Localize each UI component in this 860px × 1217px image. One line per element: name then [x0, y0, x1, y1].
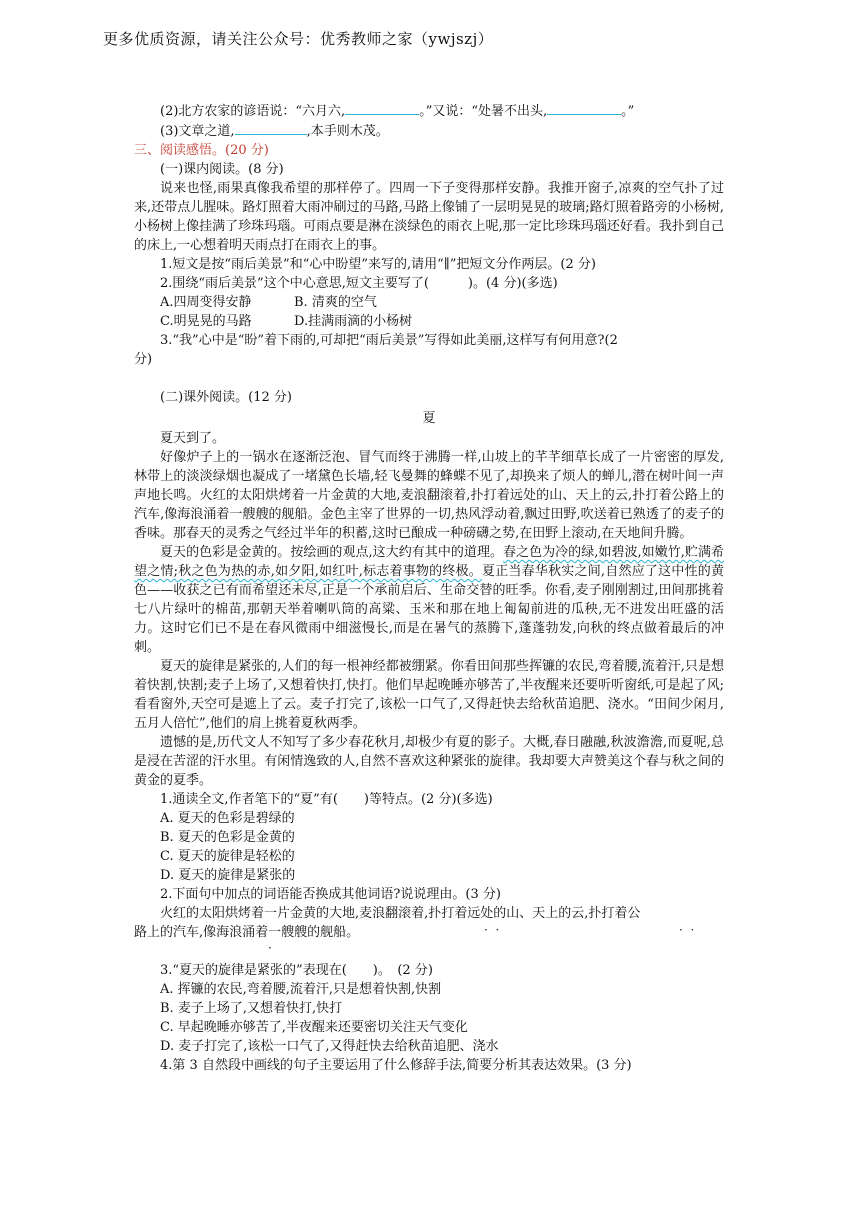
part1-passage: 说来也怪,雨果真像我希望的那样停了。四周一下子变得那样安静。我推开窗子,凉爽的空气扑了过来,还带点儿腥味。路灯照着大雨冲刷过的马路,马路上像铺了一层明晃晃的玻璃;路灯照着路旁的小杨树,小杨树上像挂满了珍珠玛瑙。可雨点要是淋在淡绿色的雨衣上呢,那一定比珍珠玛瑙还好看。我扑到自己的床上,一心想着明天雨点打在雨衣上的事。: [134, 181, 724, 253]
part2-question-4: 4.第 3 自然段中画线的句子主要运用了什么修辞手法,简要分析其表达效果。(3 分): [160, 1058, 632, 1073]
passage-paragraph-5: 遗憾的是,历代文人不知写了多少春花秋月,却极少有夏的影子。大概,春日融融,秋波澹澹,而夏呢,总是浸在苦涩的汗水里。有闲情逸致的人,自然不喜欢这种紧张的旋律。我却要大声赞美这个春与秋之间的黄金的夏季。: [134, 735, 724, 788]
q3-option-d[interactable]: D. 麦子打完了,该松一口气了,又得赶快去给秋苗追肥、浇水: [160, 1039, 499, 1054]
q3-option-a[interactable]: A. 挥镰的农民,弯着腰,流着汗,只是想着快割,快割: [160, 982, 442, 997]
passage-paragraph-3: 夏天的色彩是金黄的。按绘画的观点,这大约有其中的道理。春之色为冷的绿,如碧波,如嫩竹,贮满希望之情;秋之色为热的赤,如夕阳,如红叶,标志着事物的终极。夏正当春华秋实之间,自然应了这中性的黄色——收获之已有而希望还未尽,正是一个承前启后、生命交替的旺季。你看,麦子刚刚割过,田间那挑着七八片绿叶的棉苗,那朝天举着喇叭筒的高粱、玉米和那在地上匍匐前进的瓜秧,无不进发出旺盛的活力。这时它们已不是在春风微雨中细滋慢长,而是在暑气的蒸腾下,蓬蓬勃发,向秋的终点做着最后的冲刺。: [134, 545, 724, 655]
part2-question-1: 1.通读全文,作者笔下的“夏”有( )等特点。(2 分)(多选): [160, 792, 493, 807]
section-heading: 三、阅读感悟。(20 分): [134, 143, 269, 158]
emphasis-dots: ·: [268, 941, 272, 955]
q2-sentence: 火红的太阳烘烤着一片金黄的大地,麦浪翻滚着,扑打着远处的山、天上的云,扑打着公: [160, 906, 641, 921]
answer-space: [134, 942, 724, 961]
passage-paragraph-1: 夏天到了。: [160, 431, 226, 446]
passage-paragraph-2: 好像炉子上的一锅水在逐渐泛泡、冒气而终于沸腾一样,山坡上的芊芊细草长成了一片密密的厚发,林带上的淡淡绿烟也凝成了一堵黛色长墙,轻飞曼舞的蜂蝶不见了,却换来了烦人的蝉儿,潜在树叶间一声声地长鸣。火红的太阳烘烤着一片金黄的大地,麦浪翻滚着,扑打着远处的山、天上的云,扑打着公路上的汽车,像海浪涌着一艘艘的舰船。金色主宰了世界的一切,热风浮动着,飘过田野,吹送着已熟透了的麦子的香味。那春天的灵秀之气经过半年的积蓄,这时已酿成一种磅礴之势,在田野上滚动,在天地间升腾。: [134, 450, 724, 541]
part2-heading: (二)课外阅读。(12 分): [160, 390, 292, 405]
q1-option-c[interactable]: C. 夏天的旋律是轻松的: [160, 849, 295, 864]
answer-blank[interactable]: [345, 101, 419, 115]
page-header: 更多优质资源，请关注公众号：优秀教师之家（ywjszj）: [103, 30, 494, 48]
fill-question-2: (2)北方农家的谚语说：“六月六, 。”又说：“处暑不出头, 。”: [134, 101, 724, 121]
option-d[interactable]: D.挂满雨滴的小杨树: [294, 314, 413, 329]
q1-option-b[interactable]: B. 夏天的色彩是金黄的: [160, 830, 295, 845]
part2-question-2: 2.下面句中加点的词语能否换成其他词语?说说理由。(3 分): [160, 887, 501, 902]
answer-space: [134, 369, 724, 388]
part1-question-1: 1.短文是按“雨后美景”和“心中盼望”来写的,请用“∥”把短文分作两层。(2 分): [160, 257, 596, 272]
emphasis-dots: · ·: [484, 923, 500, 937]
answer-blank[interactable]: [235, 121, 307, 135]
fill-question-3: (3)文章之道, ,本手则木茂。: [134, 121, 724, 141]
part1-q2-options-ab: [134, 293, 724, 312]
q3-option-b[interactable]: B. 麦子上场了,又想着快打,快打: [160, 1001, 343, 1016]
option-c[interactable]: C.明晃晃的马路: [160, 314, 252, 329]
option-b[interactable]: B. 清爽的空气: [294, 295, 377, 310]
passage-paragraph-4: 夏天的旋律是紧张的,人们的每一根神经都被绷紧。你看田间那些挥镰的农民,弯着腰,流着汗,只是想着快割,快割;麦子上场了,又想着快打,快打。他们早起晚睡亦够苦了,半夜醒来还要听听窗纸,可是起了风;看看窗外,天空可是遮上了云。麦子打完了,该松一口气了,又得赶快去给秋苗追肥、浇水。“田间少闲月,五月人倍忙”,他们的肩上挑着夏秋两季。: [134, 659, 724, 731]
q1-option-d[interactable]: D. 夏天的旋律是紧张的: [160, 868, 296, 883]
q1-option-a[interactable]: A. 夏天的色彩是碧绿的: [160, 811, 295, 826]
part1-question-3: 3.“我”心中是“盼”着下雨的,可却把“雨后美景”写得如此美丽,这样写有何用意?(2: [160, 333, 618, 348]
passage-title: 夏: [422, 411, 436, 426]
part2-question-3: 3.“夏天的旋律是紧张的”表现在( )。 (2 分): [160, 963, 433, 978]
part1-question-2: 2.围绕“雨后美景”这个中心意思,短文主要写了( )。(4 分)(多选): [160, 276, 558, 291]
part1-question-3-cont: 分): [134, 352, 153, 367]
underlined-sentence: 春之色为冷的绿,如碧波,如嫩竹,贮满希望之情;秋之色为热的赤,如夕阳,如红叶,标志着事物的终极。: [134, 545, 724, 579]
part1-heading: (一)课内阅读。(8 分): [160, 162, 284, 177]
emphasis-dots: · ·: [679, 923, 695, 937]
answer-blank[interactable]: [547, 101, 621, 115]
q3-option-c[interactable]: C. 早起晚睡亦够苦了,半夜醒来还要密切关注天气变化: [160, 1020, 468, 1035]
option-a[interactable]: A.四周变得安静: [160, 295, 252, 310]
worksheet-content: [134, 101, 724, 1075]
part1-q2-options-cd: [134, 312, 724, 331]
q2-sentence-cont: 路上的汽车,像海浪涌着一艘艘的舰船。 · · · · ·: [134, 923, 724, 942]
